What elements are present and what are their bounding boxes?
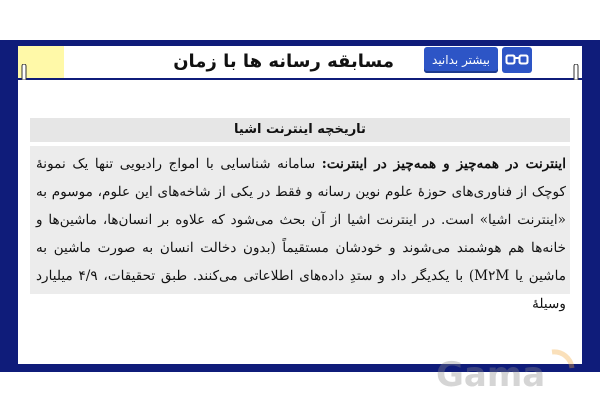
- glasses-icon: [505, 52, 529, 68]
- learn-more-button[interactable]: بیشتر بدانید: [424, 47, 498, 73]
- top-margin: [0, 0, 600, 40]
- watermark-text: Gama: [436, 355, 546, 392]
- glasses-button[interactable]: [502, 47, 532, 73]
- page-title: مسابقه رسانه ها با زمان: [173, 51, 394, 72]
- body-paragraph: [36, 150, 566, 318]
- lead-text: اینترنت در همه‌چیز و همه‌چیز در اینترنت:: [321, 156, 566, 172]
- gama-logo-icon: [432, 346, 582, 392]
- section-title: تاریخچه اینترنت اشیا: [30, 118, 570, 142]
- body-text: سامانه شناسایی با امواج رادیویی تنها یک نمونهٔ کوچک از فناوری‌های حوزهٔ علوم نوین رسانه و فقط در یکی از شاخه‌های این علوم، موسوم به «اینترنت اشیا» است. در اینترنت اشیا از آن بحث می‌شود که علاوه بر انسان‌ها، ماشین‌ها و خانه‌ها هم هوشمند می‌شوند و خودشان مستقیماً (بدون دخالت انسان به صورت ماشین به ماشین یا M۲M) با یکدیگر داد و ستدِ داده‌های اطلاعاتی می‌کنند. طبق تحقیقات، ۴/۹ میلیارد وسیلهٔ: [36, 156, 566, 312]
